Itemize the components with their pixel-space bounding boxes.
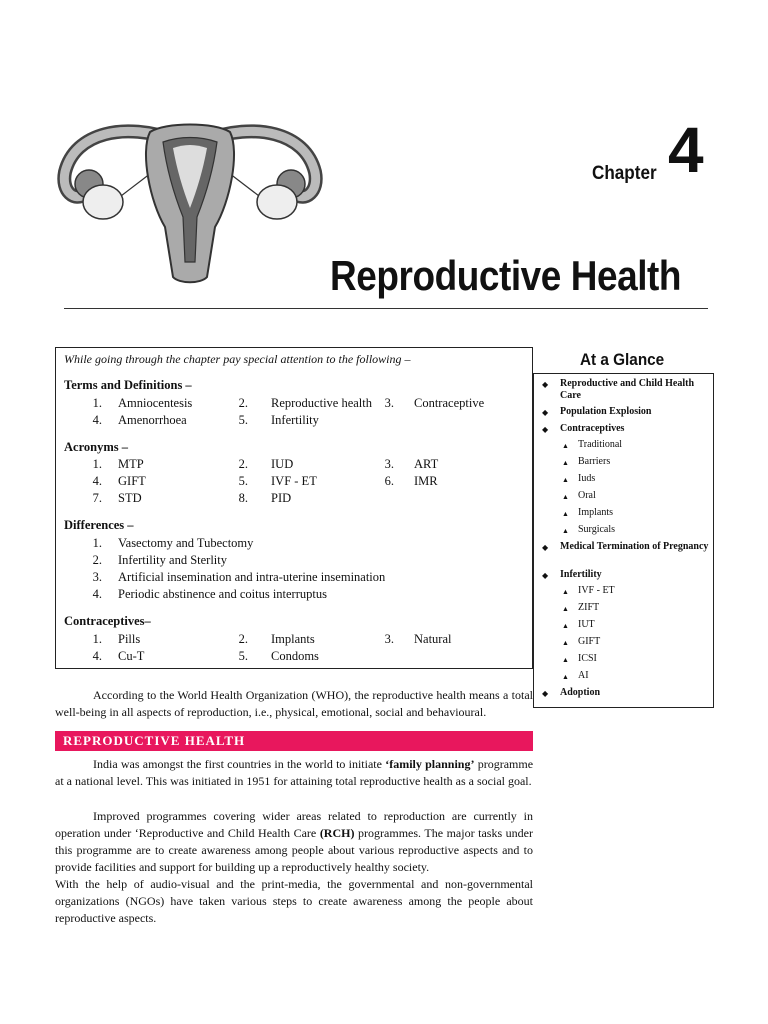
- glance-item: Reproductive and Child Health Care: [560, 378, 694, 401]
- glance-subitem: Implants: [578, 507, 613, 518]
- triangle-bullet-icon: ▲: [562, 656, 569, 664]
- glance-subitem: ICSI: [578, 653, 597, 664]
- diamond-bullet-icon: ◆: [542, 689, 549, 698]
- glance-title: At a Glance: [580, 350, 665, 369]
- list-number: 6.: [384, 474, 394, 488]
- page-title: Reproductive Health: [330, 252, 682, 299]
- triangle-bullet-icon: ▲: [562, 639, 569, 647]
- terms-heading: Terms and Definitions –: [64, 378, 192, 392]
- diamond-bullet-icon: ◆: [542, 571, 549, 580]
- who-paragraph: According to the World Health Organization (WHO), the reproductive health means a total well-being in all aspects of reproduction, i.e., physical, emotional, social and behavioural.: [55, 688, 533, 719]
- list-number: 3.: [384, 457, 394, 471]
- list-item: Condoms: [271, 649, 319, 663]
- list-number: 3.: [92, 570, 102, 584]
- list-number: 4.: [92, 587, 102, 601]
- bold-term: (RCH): [319, 826, 355, 840]
- list-number: 1.: [92, 396, 102, 410]
- list-number: 4.: [92, 413, 102, 427]
- uterus-illustration: [55, 112, 325, 292]
- list-number: 3.: [384, 632, 394, 646]
- list-item: Amenorrhoea: [118, 413, 187, 427]
- list-item: ART: [414, 457, 439, 471]
- glance-subitem: Traditional: [578, 439, 623, 450]
- paragraph-rch: [55, 808, 533, 876]
- list-number: 2.: [92, 553, 102, 567]
- paragraph-media: With the help of audio-visual and the print-media, the governmental and non-governmental organizations (NGOs) have taken various steps to create awareness among the people about reproductive aspects.: [55, 877, 533, 925]
- bold-term: ‘family planning’: [385, 757, 475, 771]
- attention-box: [55, 347, 533, 669]
- list-number: 5.: [238, 649, 248, 663]
- list-number: 2.: [238, 632, 248, 646]
- list-item: Implants: [271, 632, 315, 646]
- list-item: Pills: [118, 632, 141, 646]
- list-item: Reproductive health: [271, 396, 373, 410]
- list-item: Amniocentesis: [118, 396, 193, 410]
- triangle-bullet-icon: ▲: [562, 605, 569, 613]
- glance-item: Population Explosion: [560, 406, 652, 417]
- list-number: 2.: [238, 457, 248, 471]
- diamond-bullet-icon: ◆: [542, 543, 549, 552]
- triangle-bullet-icon: ▲: [562, 459, 569, 467]
- list-item: IUD: [271, 457, 294, 471]
- glance-item: Infertility: [560, 569, 602, 580]
- differences-heading: Differences –: [64, 518, 134, 532]
- contraceptives-heading: Contraceptives–: [64, 614, 151, 628]
- list-number: 5.: [238, 413, 248, 427]
- triangle-bullet-icon: ▲: [562, 622, 569, 630]
- list-number: 8.: [238, 491, 248, 505]
- list-number: 2.: [238, 396, 248, 410]
- paragraph-text: India was amongst the first countries in the world to initiate: [93, 757, 386, 771]
- paragraph-text: Improved programmes covering wider areas related to reproduction are currently in operation under ‘Reproductive and Child Health Care: [55, 809, 533, 840]
- glance-subitem: AI: [578, 670, 589, 681]
- list-item: IMR: [414, 474, 438, 488]
- list-number: 4.: [92, 649, 102, 663]
- list-item: MTP: [118, 457, 144, 471]
- glance-item: Contraceptives: [560, 423, 625, 434]
- list-item: Vasectomy and Tubectomy: [118, 536, 254, 550]
- glance-subitem: Barriers: [578, 456, 611, 467]
- diamond-bullet-icon: ◆: [542, 425, 549, 434]
- list-number: 1.: [92, 536, 102, 550]
- triangle-bullet-icon: ▲: [562, 527, 569, 535]
- paragraph-family-planning: [55, 756, 533, 790]
- glance-subitem: Oral: [578, 490, 596, 501]
- triangle-bullet-icon: ▲: [562, 493, 569, 501]
- glance-item: Adoption: [560, 687, 601, 698]
- acronyms-heading: Acronyms –: [64, 440, 129, 454]
- glance-subitem: ZIFT: [578, 602, 600, 613]
- at-a-glance-box: [533, 373, 714, 708]
- glance-subitem: IUT: [578, 619, 595, 630]
- diamond-bullet-icon: ◆: [542, 380, 549, 389]
- list-item: Contraceptive: [414, 396, 485, 410]
- list-item: GIFT: [118, 474, 146, 488]
- list-item: STD: [118, 491, 142, 505]
- triangle-bullet-icon: ▲: [562, 476, 569, 484]
- title-divider: [64, 308, 708, 309]
- glance-subitem: GIFT: [578, 636, 601, 647]
- list-number: 4.: [92, 474, 102, 488]
- list-number: 3.: [384, 396, 394, 410]
- triangle-bullet-icon: ▲: [562, 673, 569, 681]
- list-item: Infertility: [271, 413, 319, 427]
- list-item: IVF - ET: [271, 474, 317, 488]
- list-number: 7.: [92, 491, 102, 505]
- glance-subitem: IVF - ET: [578, 585, 615, 596]
- list-number: 1.: [92, 632, 102, 646]
- glance-subitem: Iuds: [578, 473, 596, 484]
- chapter-number: 4: [668, 114, 704, 186]
- triangle-bullet-icon: ▲: [562, 588, 569, 596]
- triangle-bullet-icon: ▲: [562, 442, 569, 450]
- list-item: Infertility and Sterlity: [118, 553, 228, 567]
- list-item: Artificial insemination and intra-uterine insemination: [118, 570, 386, 584]
- list-item: Natural: [414, 632, 452, 646]
- paragraph-text: programme at a national level. This was initiated in 1951 for attaining total reproductive health as a social goal.: [55, 757, 534, 788]
- list-number: 5.: [238, 474, 248, 488]
- list-number: 1.: [92, 457, 102, 471]
- triangle-bullet-icon: ▲: [562, 510, 569, 518]
- list-item: Periodic abstinence and coitus interruptus: [118, 587, 327, 601]
- chapter-label: Chapter: [592, 163, 657, 184]
- diamond-bullet-icon: ◆: [542, 408, 549, 417]
- list-item: PID: [271, 491, 292, 505]
- glance-item: Medical Termination of Pregnancy: [560, 541, 709, 552]
- glance-subitem: Surgicals: [578, 524, 616, 535]
- list-item: Cu-T: [118, 649, 145, 663]
- section-banner-label: REPRODUCTIVE HEALTH: [63, 733, 246, 748]
- section-banner: [55, 731, 533, 751]
- attention-intro: While going through the chapter pay special attention to the following –: [64, 352, 411, 366]
- paragraph-text: programmes. The major tasks under this programme are to create awareness among people about various reproductive aspects and to provide facilities and support for building up a reproductively healthy society.: [55, 826, 533, 874]
